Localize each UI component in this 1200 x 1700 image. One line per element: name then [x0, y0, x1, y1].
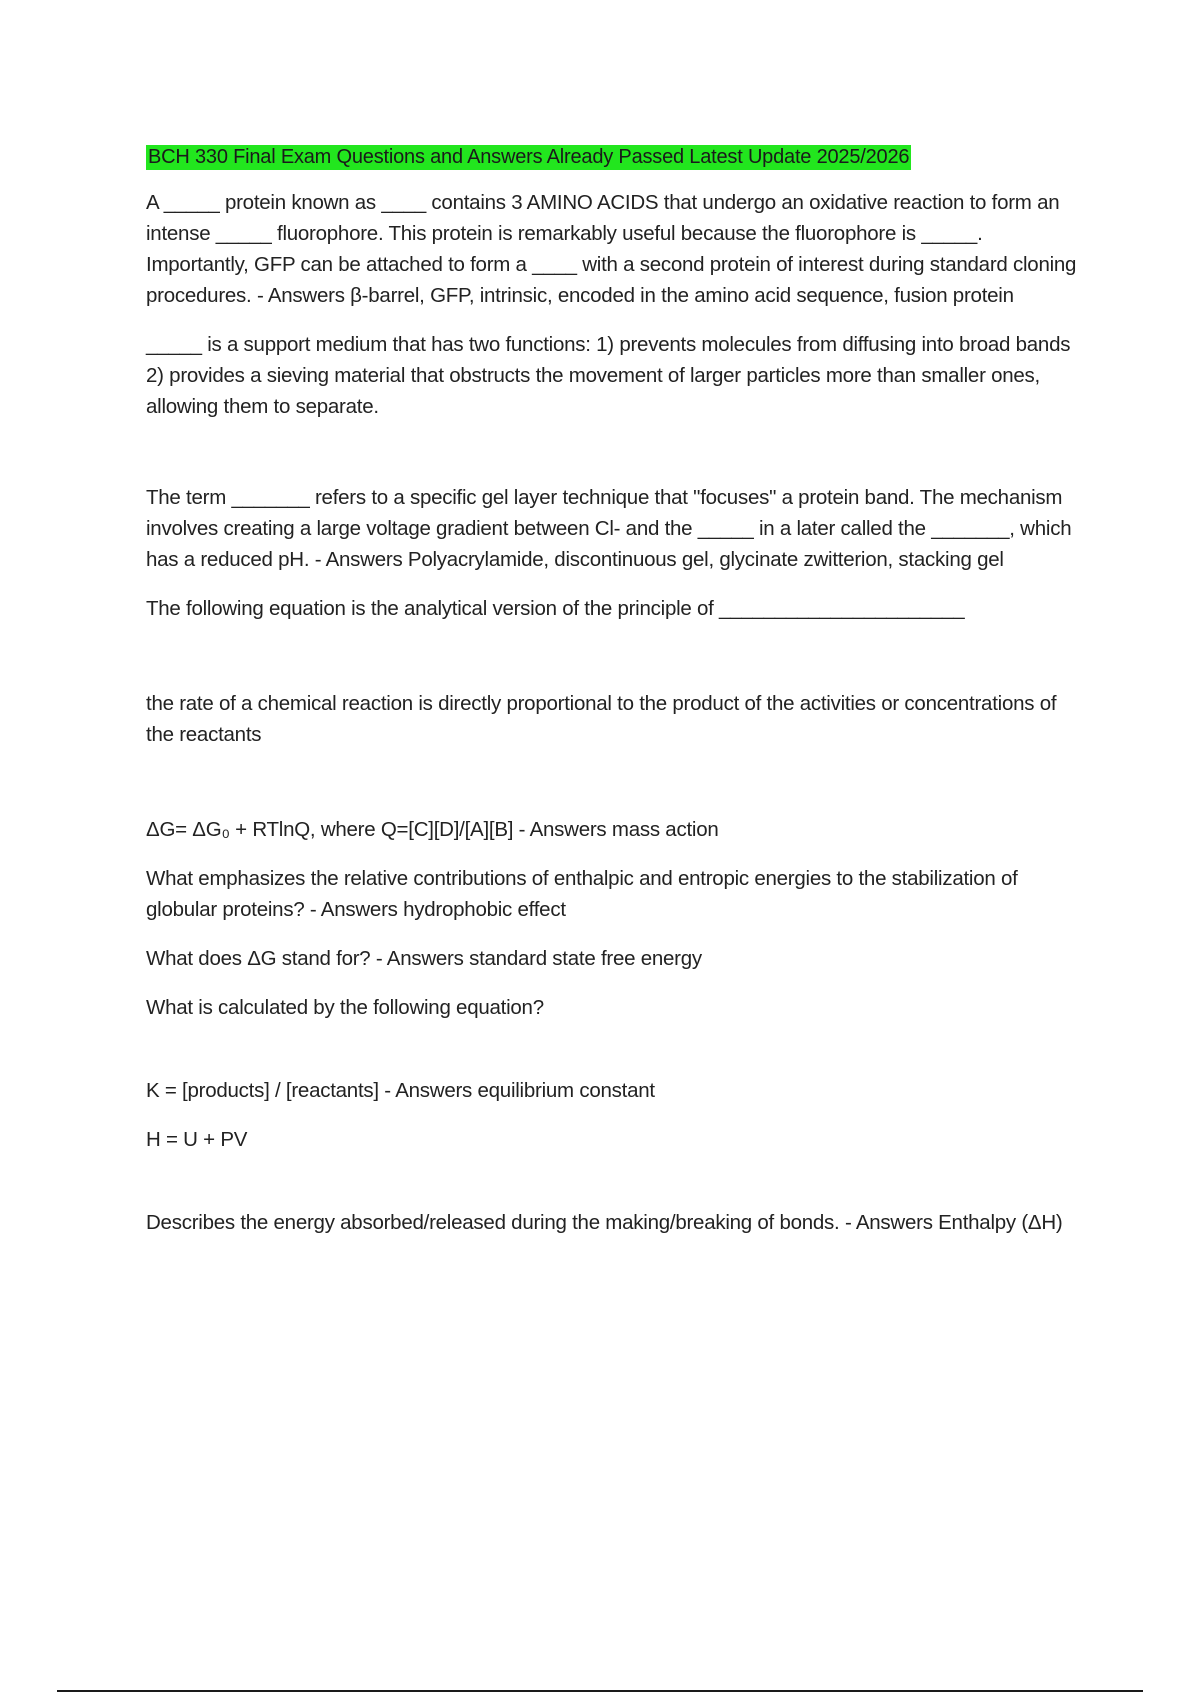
document-body: [146, 145, 1086, 1256]
equation-equilibrium-constant: K = [products] / [reactants] - Answers equilibrium constant: [146, 1079, 655, 1102]
document-title: BCH 330 Final Exam Questions and Answers Already Passed Latest Update 2025/2026: [148, 146, 910, 168]
question-stacking-gel: The term _______ refers to a specific gel layer technique that "focuses" a protein band. The mechanism involves creating a large voltage gradient between Cl- and the _____ in a later called the _______, which has a reduced pH. - Answers Polyacrylamide, discontinuous gel, glycinate zwitterion, stacking gel: [146, 486, 1072, 571]
question-support-medium: _____ is a support medium that has two functions: 1) prevents molecules from diffusing into broad bands 2) provides a sieving material that obstructs the movement of larger particles more than smaller ones, allowing them to separate.: [146, 333, 1071, 418]
question-equation-prompt: What is calculated by the following equation?: [146, 996, 544, 1019]
footer-divider: [57, 1690, 1143, 1692]
question-hydrophobic-effect: What emphasizes the relative contributions of enthalpic and entropic energies to the stabilization of globular proteins? - Answers hydrophobic effect: [146, 867, 1018, 921]
question-delta-g: What does ΔG stand for? - Answers standard state free energy: [146, 947, 702, 970]
question-enthalpy: Describes the energy absorbed/released during the making/breaking of bonds. - Answers Enthalpy (ΔH): [146, 1211, 1063, 1234]
question-gfp: A _____ protein known as ____ contains 3 AMINO ACIDS that undergo an oxidative reaction to form an intense _____ fluorophore. This protein is remarkably useful because the fluorophore is _____. Importantly, GFP can be attached to form a ____ with a second protein of interest during standard cloning procedures. - Answers β-barrel, GFP, intrinsic, encoded in the amino acid sequence, fusion protein: [146, 191, 1077, 307]
question-mass-action-prompt: The following equation is the analytical version of the principle of ______________________: [146, 597, 965, 620]
equation-enthalpy: H = U + PV: [146, 1128, 248, 1151]
statement-rate-law: the rate of a chemical reaction is directly proportional to the product of the activities or concentrations of the reactants: [146, 692, 1057, 746]
equation-delta-g: ΔG= ΔG₀ + RTlnQ, where Q=[C][D]/[A][B] - Answers mass action: [146, 818, 719, 841]
